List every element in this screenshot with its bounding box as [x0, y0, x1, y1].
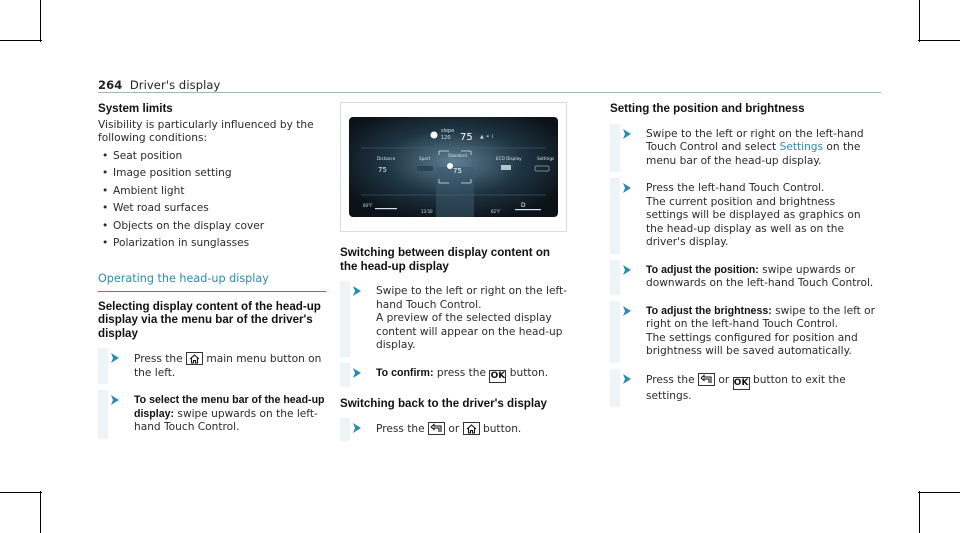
step-bar [340, 281, 350, 357]
step-confirm [340, 367, 568, 383]
step-bar [340, 418, 350, 441]
step-text: Press the [376, 423, 425, 435]
back-icon [698, 373, 715, 386]
step-text: swipe upwards or downwards on the left-hand Touch Control. [646, 263, 874, 289]
step-bar [610, 260, 620, 295]
crop-mark [40, 491, 41, 533]
crop-mark [40, 0, 41, 42]
step-arrow-icon [622, 129, 632, 139]
step-arrow-icon [110, 395, 120, 405]
menu-value: 75 [378, 166, 387, 174]
crop-mark [919, 491, 920, 533]
step-switch-back [340, 422, 568, 437]
temperature-readout: 62°F [491, 209, 501, 214]
gear-indicator: D [521, 202, 526, 209]
crop-mark [918, 40, 960, 41]
step-bar [98, 348, 108, 384]
selecting-heading: Selecting display content of the head-up display via the menu bar of the driver's display [98, 299, 321, 340]
svg-text:slope: slope [441, 128, 455, 134]
ok-key-icon: OK [490, 370, 506, 381]
step-press-home [98, 352, 326, 380]
column-3 [610, 102, 880, 403]
driver-display-illustration [341, 103, 566, 231]
step-press-touch-control [610, 182, 880, 250]
system-limits-heading: System limits [98, 102, 173, 115]
step-bold-text: To select the menu bar of the head-up display: [134, 394, 325, 420]
step-text: swipe to the left or right on the left-hand Touch Control. [646, 304, 875, 330]
step-select-settings [610, 128, 880, 169]
step-text: Swipe to the left or right on the left-hand Touch Control. [376, 285, 567, 311]
step-text: button. [509, 366, 549, 379]
speed-limit: 120 [441, 135, 451, 141]
page-number: 264 [98, 78, 123, 92]
svg-text:▲ ⚭ ⌇: ▲ ⚭ ⌇ [480, 134, 494, 140]
position-brightness-heading: Setting the position and brightness [610, 102, 805, 115]
list-item: • Polarization in sunglasses [98, 235, 326, 253]
switching-back-heading: Switching back to the driver's display [340, 396, 547, 410]
step-text: button to exit the settings. [646, 373, 846, 402]
step-arrow-icon [622, 265, 632, 275]
crop-mark [918, 492, 960, 493]
step-text: A preview of the selected display content will appear on the head-up display. [376, 312, 563, 351]
speed-readout: 75 [460, 132, 473, 143]
step-bar [610, 301, 620, 363]
step-arrow-icon [352, 368, 362, 378]
step-bar [340, 363, 350, 387]
step-text: The current position and brightness settings will be displayed as graphics on the head-up display as well as on the driver's display. [646, 195, 861, 248]
step-arrow-icon [622, 183, 632, 193]
settings-link[interactable]: Settings [779, 141, 824, 153]
page-header [98, 78, 220, 92]
step-text: The settings configured for position and brightness will be saved automatically. [646, 331, 858, 357]
menu-item: Settings [537, 156, 555, 161]
step-bar [98, 390, 108, 439]
step-bar [610, 369, 620, 408]
ok-key-icon: OK [733, 377, 749, 388]
list-item: • Objects on the display cover [98, 218, 326, 236]
step-arrow-icon [110, 353, 120, 363]
step-text: press the [436, 366, 487, 379]
page-title: Driver's display [129, 78, 221, 92]
temperature-left: 60°F [363, 203, 373, 208]
step-adjust-position [610, 264, 880, 291]
home-icon [186, 352, 203, 365]
crop-mark [0, 40, 42, 41]
step-exit-settings [610, 373, 880, 404]
list-item: • Image position setting [98, 165, 326, 183]
step-text: or [718, 373, 730, 386]
header-rule [98, 92, 881, 93]
step-text: button. [482, 423, 522, 435]
step-text: swipe upwards on the left-hand Touch Control. [134, 407, 318, 434]
section-heading-block [98, 272, 326, 292]
section-heading: Operating the head-up display [98, 272, 269, 286]
step-arrow-icon [352, 423, 362, 433]
step-arrow-icon [622, 374, 632, 384]
step-arrow-icon [622, 306, 632, 316]
step-bar [610, 124, 620, 173]
step-bar [610, 178, 620, 254]
step-text: Swipe to the left or right on the left-hand Touch Control and select [646, 127, 864, 153]
step-adjust-brightness [610, 305, 880, 359]
home-icon [463, 422, 480, 435]
crop-mark [0, 492, 42, 493]
menu-item: Distance [377, 156, 396, 161]
menu-value: 75 [453, 167, 462, 175]
step-text: Press the [134, 353, 183, 366]
menu-item: ECO Display [496, 156, 522, 161]
step-text: on the menu bar of the head-up display. [646, 141, 861, 167]
column-1 [98, 102, 326, 435]
step-text: Press the left-hand Touch Control. [646, 182, 825, 194]
crop-mark [919, 0, 920, 42]
switching-heading: Switching between display content on the head-up display [340, 246, 550, 273]
clock-readout: 13:50 [421, 209, 433, 214]
system-limits-intro: Visibility is particularly influenced by the following conditions: [98, 118, 314, 144]
step-text: main menu button on the left. [134, 353, 322, 379]
conditions-list [98, 148, 326, 254]
menu-item: Sport [419, 156, 431, 161]
step-bold-text: To adjust the position: [646, 263, 759, 276]
back-icon [428, 422, 445, 435]
list-item: • Wet road surfaces [98, 200, 326, 218]
section-rule [98, 291, 326, 292]
step-text: or [448, 423, 460, 435]
driver-display-image [340, 102, 567, 232]
menu-item: Standard [448, 153, 468, 158]
step-bold-text: To adjust the brightness: [646, 304, 772, 317]
step-swipe [340, 285, 568, 353]
list-item: • Seat position [98, 148, 326, 166]
column-2 [340, 246, 568, 437]
list-item: • Ambient light [98, 183, 326, 201]
step-text: Press the [646, 373, 695, 386]
step-arrow-icon [352, 286, 362, 296]
step-bold-text: To confirm: [376, 366, 434, 379]
step-select-menu-bar [98, 394, 326, 435]
